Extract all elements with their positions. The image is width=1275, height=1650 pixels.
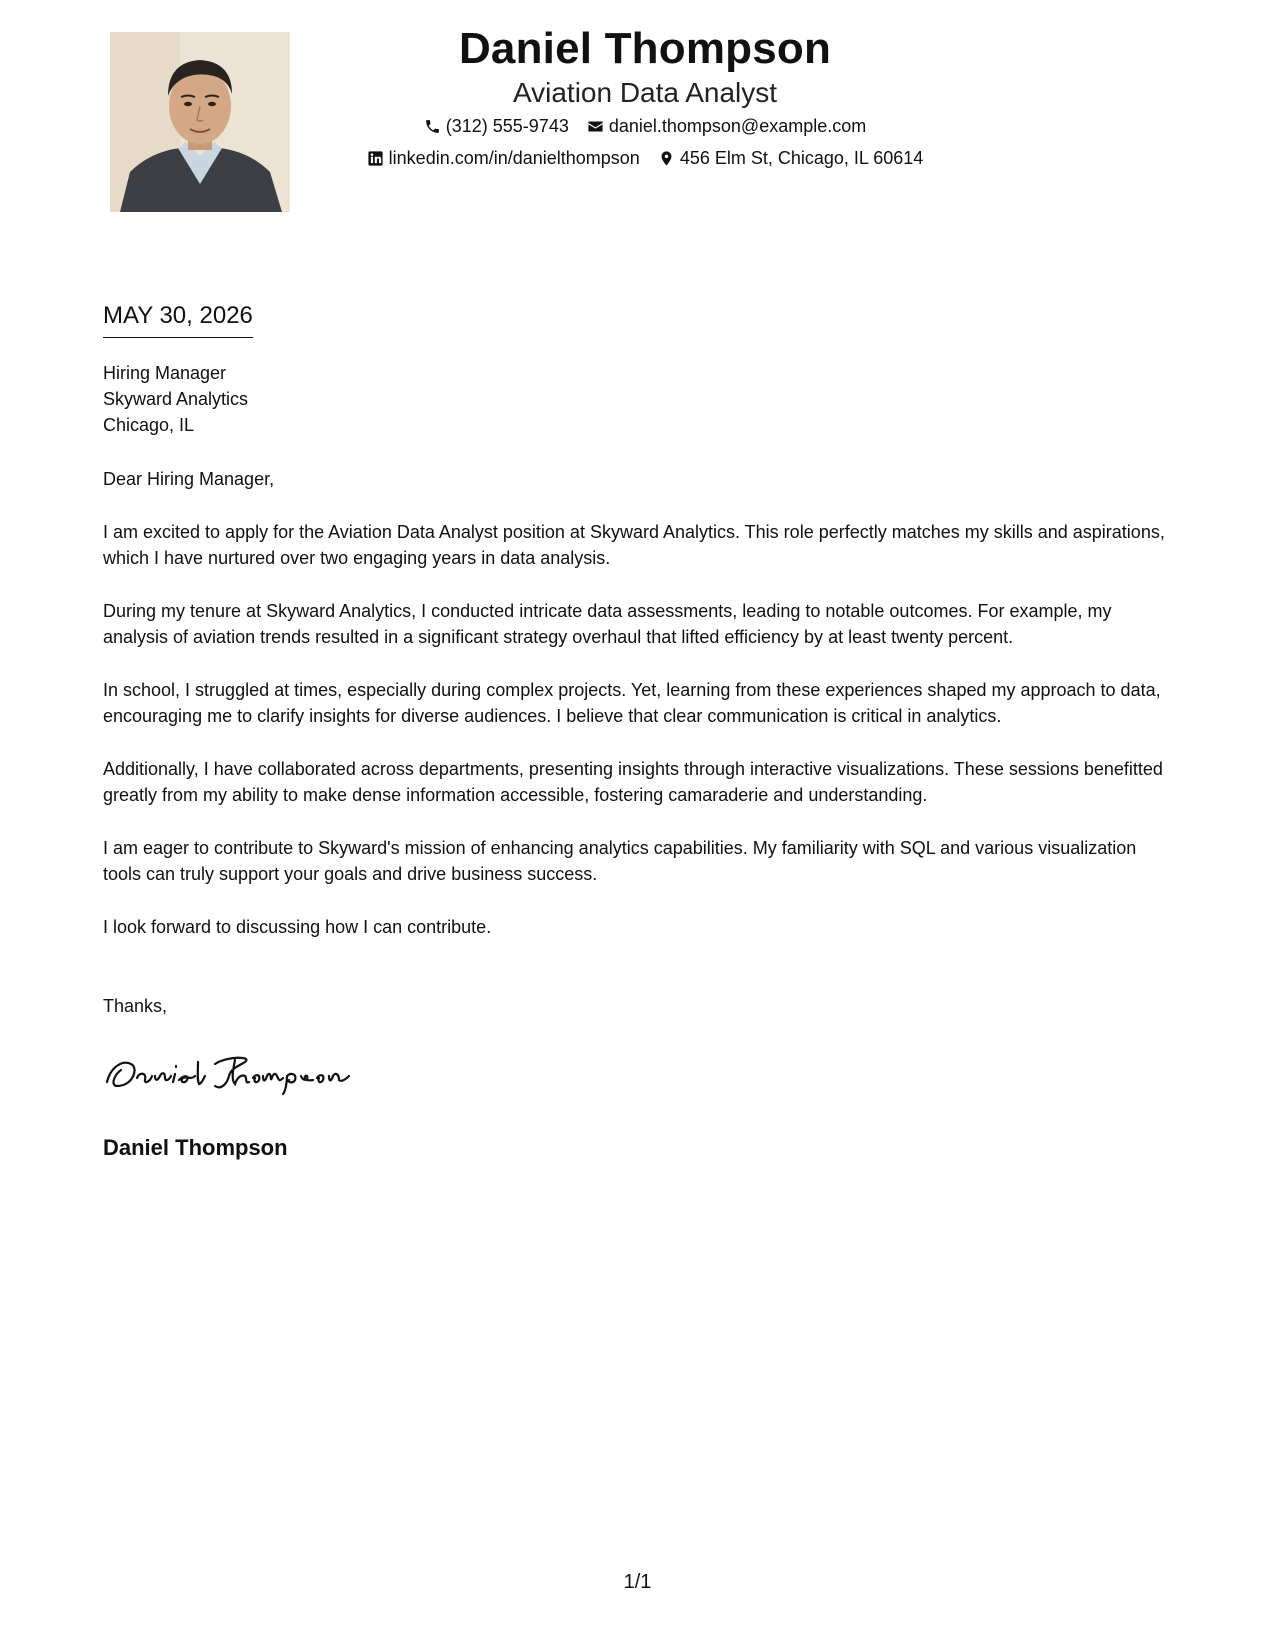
street-address: 456 Elm St, Chicago, IL 60614 [679,148,924,168]
linkedin-contact [367,142,640,174]
map-marker-icon [658,150,675,167]
linkedin-url: linkedin.com/in/danielthompson [388,148,640,168]
body-paragraph: I am eager to contribute to Skyward's mission of enhancing analytics capabilities. My familiarity with SQL and various visualization tools can truly support your goals and drive business success. [103,837,1137,884]
letter-date: MAY 30, 2026 [103,300,253,338]
recipient-location: Chicago, IL [103,415,195,435]
letter-header [320,22,970,174]
body-paragraph: Additionally, I have collaborated across departments, presenting insights through interactive visualizations. These sessions benefitted greatly from my ability to make dense information accessible, fostering camaraderie and understanding. [103,758,1163,805]
linkedin-icon [367,150,384,167]
profile-photo [110,32,290,212]
body-paragraph: I look forward to discussing how I can contribute. [103,916,492,937]
recipient-company: Skyward Analytics [103,389,249,409]
phone-contact [424,110,569,142]
portrait-image [110,32,290,212]
applicant-name: Daniel Thompson [458,24,832,73]
closing: Thanks, [103,996,168,1016]
recipient-title: Hiring Manager [103,363,227,383]
body-paragraph: I am excited to apply for the Aviation Data Analyst position at Skyward Analytics. This role perfectly matches my skills and aspirations, which I have nurtured over two engaging years in data analysis. [103,521,1165,568]
recipient-block [103,360,248,438]
signer-name: Daniel Thompson [103,1135,288,1160]
body-paragraph: During my tenure at Skyward Analytics, I conducted intricate data assessments, leading to notable outcomes. For example, my analysis of aviation trends resulted in a significant strategy overhaul that lifted efficiency by at least twenty percent. [103,600,1112,647]
email-address: daniel.thompson@example.com [608,116,867,136]
job-title: Aviation Data Analyst [512,77,778,108]
contact-row-2 [320,142,970,174]
email-contact [587,110,866,142]
salutation: Dear Hiring Manager, [103,469,275,489]
body-paragraph: In school, I struggled at times, especially during complex projects. Yet, learning from these experiences shaped my approach to data, encouraging me to clarify insights for diverse audiences. I believe that clear communication is critical in analytics. [103,679,1161,726]
phone-number: (312) 555-9743 [445,116,569,136]
letter-body [103,466,1173,966]
page-number: 1/1 [623,1571,652,1593]
envelope-icon [587,118,604,135]
address-contact [658,142,923,174]
contact-row-1 [320,110,970,142]
phone-icon [424,118,441,135]
handwritten-signature [103,1046,363,1098]
